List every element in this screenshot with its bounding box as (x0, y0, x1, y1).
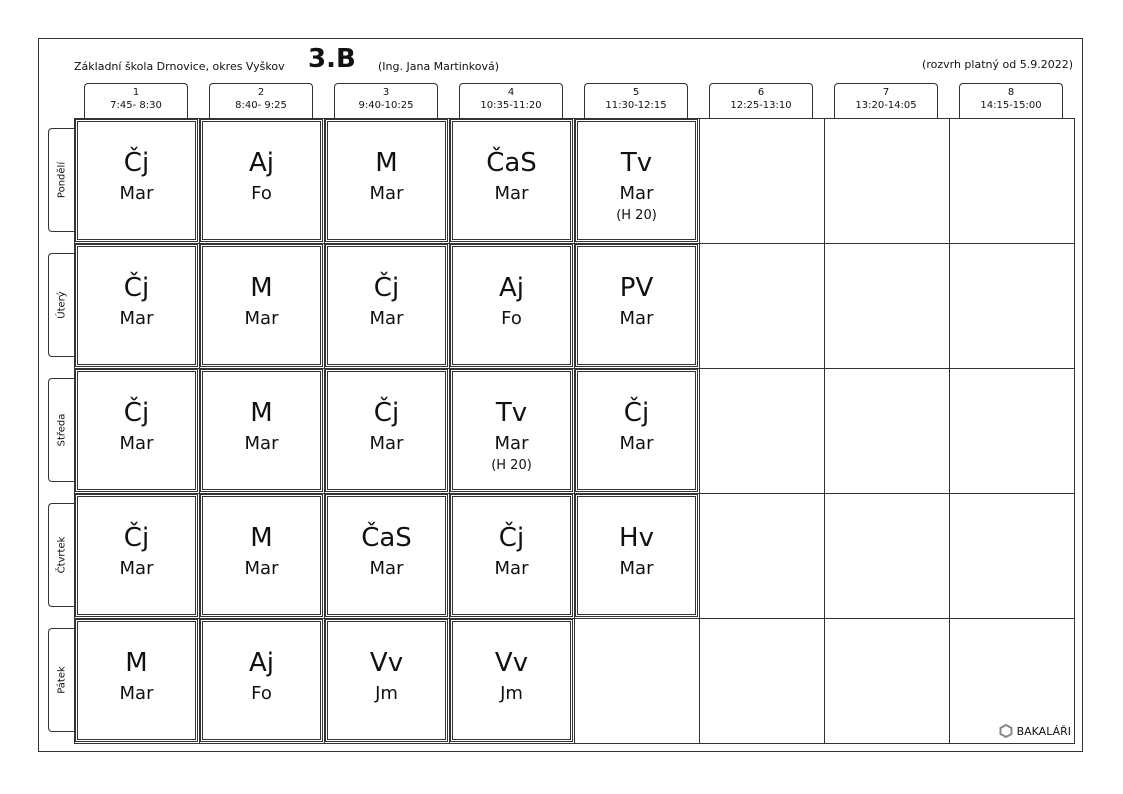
lesson-subject: Čj (498, 523, 525, 553)
period-time: 12:25-13:10 (730, 100, 792, 111)
lesson-teacher: Mar (369, 183, 404, 204)
lesson-teacher: Mar (119, 558, 154, 579)
lesson-teacher: Mar (619, 433, 654, 454)
lesson-subject: Čj (123, 523, 150, 553)
grid-vline (324, 118, 325, 744)
period-header-2 (209, 83, 313, 119)
grid-hline (74, 243, 1075, 244)
bakalari-logo-icon (999, 724, 1013, 738)
lesson-cell[interactable] (577, 371, 696, 490)
lesson-teacher: Mar (369, 558, 404, 579)
period-number: 3 (382, 87, 390, 98)
lesson-teacher: Mar (494, 183, 529, 204)
class-name: 3.B (308, 44, 356, 74)
lesson-cell[interactable] (202, 496, 321, 615)
lesson-subject: PV (619, 273, 654, 303)
day-name: Pátek (56, 666, 68, 694)
lesson-cell[interactable] (452, 496, 571, 615)
day-name: Čtvrtek (56, 536, 68, 574)
lesson-cell[interactable] (452, 371, 571, 490)
school-name: Základní škola Drnovice, okres Vyškov (74, 60, 285, 73)
period-time: 14:15-15:00 (980, 100, 1042, 111)
bakalari-logo (999, 724, 1071, 738)
lesson-teacher: Jm (375, 683, 398, 704)
lesson-cell[interactable] (77, 621, 196, 740)
lesson-subject: Aj (248, 148, 274, 178)
grid-hline (74, 618, 1075, 619)
lesson-cell[interactable] (77, 496, 196, 615)
lesson-subject: ČaS (361, 523, 412, 553)
period-time: 9:40-10:25 (358, 100, 414, 111)
lesson-teacher: Mar (619, 183, 654, 204)
lesson-subject: M (250, 273, 273, 303)
period-header-4 (459, 83, 563, 119)
lesson-teacher: Fo (251, 183, 272, 204)
lesson-cell[interactable] (77, 371, 196, 490)
lesson-cell[interactable] (202, 621, 321, 740)
lesson-subject: Aj (248, 648, 274, 678)
period-number: 1 (132, 87, 140, 98)
lesson-subject: Čj (123, 148, 150, 178)
day-label (48, 628, 75, 732)
lesson-subject: Vv (369, 648, 404, 678)
period-header-6 (709, 83, 813, 119)
period-number: 5 (632, 87, 640, 98)
logo-text: BAKALÁŘI (1016, 724, 1071, 738)
lesson-subject: Čj (373, 273, 400, 303)
period-header-8 (959, 83, 1063, 119)
lesson-cell[interactable] (327, 496, 446, 615)
lesson-teacher: Mar (119, 683, 154, 704)
lesson-cell[interactable] (452, 121, 571, 240)
lesson-cell[interactable] (452, 621, 571, 740)
lesson-teacher: Mar (369, 433, 404, 454)
valid-from: (rozvrh platný od 5.9.2022) (922, 58, 1073, 71)
grid-vline (824, 118, 825, 744)
lesson-subject: Čj (123, 398, 150, 428)
lesson-cell[interactable] (327, 121, 446, 240)
lesson-cell[interactable] (577, 121, 696, 240)
lesson-cell[interactable] (202, 246, 321, 365)
day-name: Pondělí (56, 161, 68, 199)
lesson-cell[interactable] (577, 496, 696, 615)
period-number: 2 (257, 87, 265, 98)
period-header-1 (84, 83, 188, 119)
lesson-teacher: Mar (494, 433, 529, 454)
period-header-7 (834, 83, 938, 119)
lesson-subject: M (250, 523, 273, 553)
lesson-subject: M (125, 648, 148, 678)
period-number: 4 (507, 87, 515, 98)
lesson-teacher: Jm (500, 683, 523, 704)
lesson-subject: M (250, 398, 273, 428)
day-name: Úterý (56, 291, 68, 319)
day-label (48, 128, 75, 232)
lesson-subject: Hv (619, 523, 654, 553)
day-label (48, 378, 75, 482)
lesson-teacher: Mar (244, 433, 279, 454)
lesson-subject: Čj (623, 398, 650, 428)
lesson-teacher: Mar (244, 308, 279, 329)
day-name: Středa (56, 413, 68, 447)
period-time: 11:30-12:15 (605, 100, 667, 111)
period-header-3 (334, 83, 438, 119)
period-number: 8 (1007, 87, 1015, 98)
class-teacher: (Ing. Jana Martinková) (378, 60, 500, 73)
period-time: 10:35-11:20 (480, 100, 542, 111)
lesson-subject: Čj (373, 398, 400, 428)
lesson-cell[interactable] (77, 246, 196, 365)
grid-vline (199, 118, 200, 744)
lesson-subject: M (375, 148, 398, 178)
grid-vline (574, 118, 575, 744)
lesson-room: (H 20) (491, 458, 532, 473)
lesson-cell[interactable] (577, 246, 696, 365)
period-number: 6 (757, 87, 765, 98)
grid-hline (74, 493, 1075, 494)
period-time: 7:45- 8:30 (110, 100, 162, 111)
grid-vline (949, 118, 950, 744)
lesson-teacher: Fo (251, 683, 272, 704)
lesson-teacher: Mar (119, 433, 154, 454)
lesson-subject: Aj (498, 273, 524, 303)
lesson-cell[interactable] (327, 371, 446, 490)
lesson-cell[interactable] (327, 246, 446, 365)
lesson-teacher: Mar (619, 558, 654, 579)
lesson-teacher: Mar (119, 308, 154, 329)
grid-vline (449, 118, 450, 744)
lesson-teacher: Mar (244, 558, 279, 579)
lesson-teacher: Fo (501, 308, 522, 329)
lesson-teacher: Mar (369, 308, 404, 329)
lesson-cell[interactable] (202, 371, 321, 490)
lesson-teacher: Mar (494, 558, 529, 579)
lesson-teacher: Mar (619, 308, 654, 329)
period-time: 13:20-14:05 (855, 100, 917, 111)
lesson-subject: Tv (620, 148, 653, 178)
lesson-cell[interactable] (202, 121, 321, 240)
lesson-subject: Tv (495, 398, 528, 428)
lesson-subject: Čj (123, 273, 150, 303)
grid-hline (74, 368, 1075, 369)
lesson-room: (H 20) (616, 208, 657, 223)
lesson-cell[interactable] (452, 246, 571, 365)
lesson-subject: Vv (494, 648, 529, 678)
day-label (48, 503, 75, 607)
lesson-subject: ČaS (486, 148, 537, 178)
lesson-teacher: Mar (119, 183, 154, 204)
day-label (48, 253, 75, 357)
grid-vline (699, 118, 700, 744)
period-number: 7 (882, 87, 890, 98)
lesson-cell[interactable] (77, 121, 196, 240)
lesson-cell[interactable] (327, 621, 446, 740)
period-time: 8:40- 9:25 (235, 100, 287, 111)
period-header-5 (584, 83, 688, 119)
